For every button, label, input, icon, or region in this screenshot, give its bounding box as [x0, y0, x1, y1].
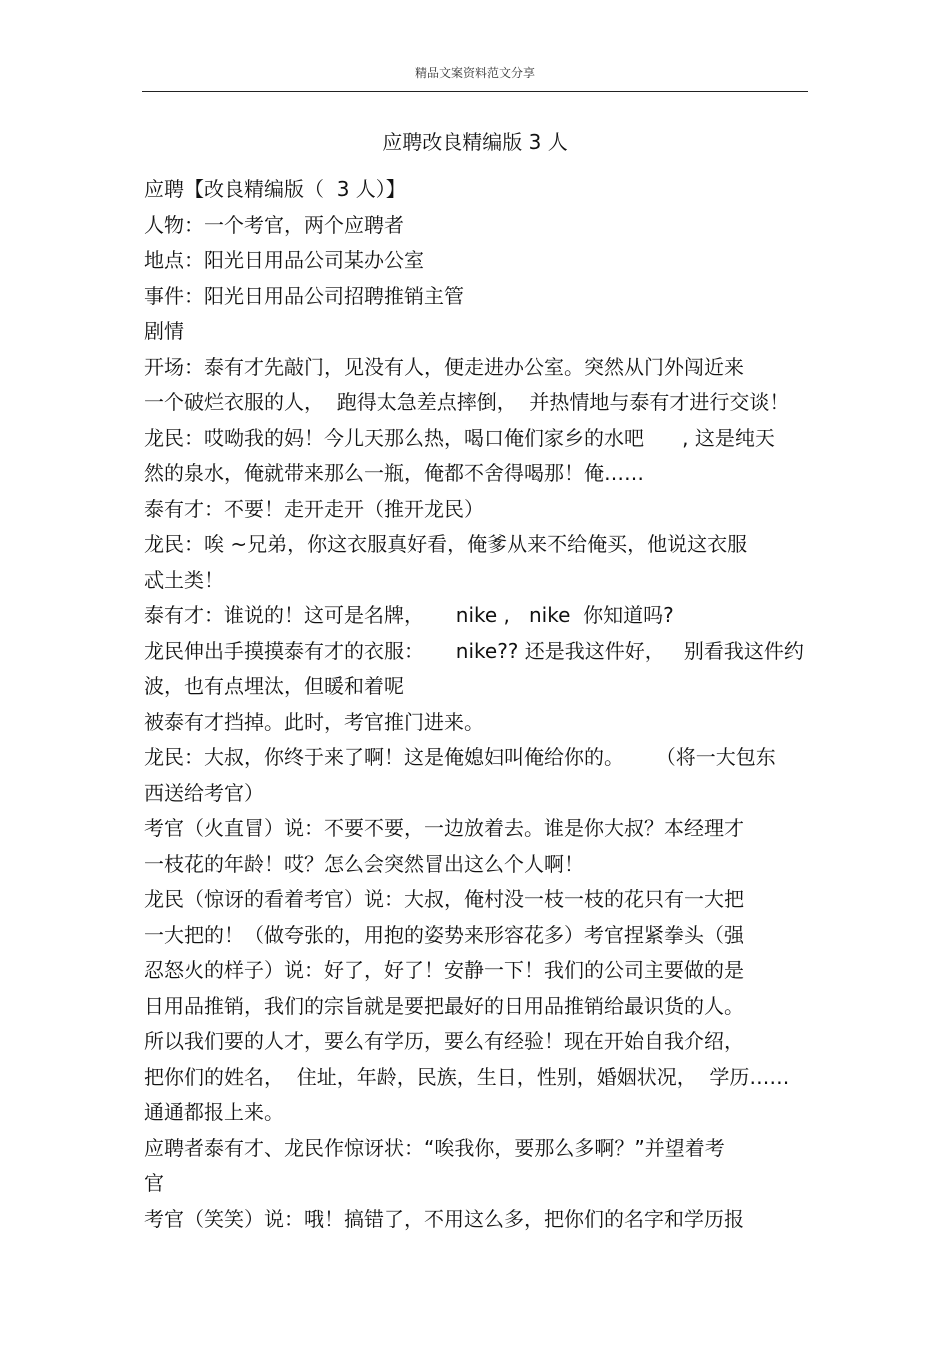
text-line: 龙民：哎呦我的妈！今儿天那么热，喝口俺们家乡的水吧 , 这是纯天 [144, 425, 775, 450]
text-line: 日用品推销，我们的宗旨就是要把最好的日用品推销给最识货的人。 [144, 993, 744, 1018]
text-line: 龙民：唉 ~兄弟，你这衣服真好看，俺爹从来不给俺买，他说这衣服 [144, 532, 748, 556]
text-line: 地点：阳光日用品公司某办公室 [144, 248, 424, 272]
text-line: 通通都报上来。 [144, 1100, 284, 1124]
text-line: 忒土类！ [144, 567, 224, 592]
text-line: 龙民伸出手摸摸泰有才的衣服： nike?? 还是我这件好， 别看我这件约 [144, 638, 804, 663]
text-line: 考官（火直冒）说：不要不要，一边放着去。谁是你大叔？本经理才 [144, 816, 744, 840]
text-line: 一个破烂衣服的人， 跑得太急差点摔倒， 并热情地与泰有才进行交谈！ [144, 390, 790, 414]
text-line: 忍怒火的样子）说：好了，好了！安静一下！我们的公司主要做的是 [144, 958, 744, 982]
text-line: 泰有才：不要！走开走开（推开龙民） [144, 496, 484, 521]
text-line: 泰有才：谁说的！这可是名牌， nike , nike 你知道吗? [144, 603, 674, 627]
text-line: 西送给考官） [144, 780, 264, 805]
text-line: 官 [144, 1171, 164, 1195]
text-line: 应聘者泰有才、龙民作惊讶状：“唉我你，要那么多啊？”并望着考 [144, 1135, 725, 1160]
document-title: 应聘改良精编版 3 人 [382, 130, 568, 154]
text-line: 波，也有点埋汰，但暖和着呢 [144, 674, 404, 698]
text-line: 把你们的姓名， 住址，年龄，民族，生日，性别，婚姻状况， 学历…… [144, 1064, 790, 1089]
text-line: 应聘【改良精编版（ 3 人）】 [144, 177, 406, 201]
document-body [144, 172, 808, 1237]
text-line: 考官（笑笑）说：哦！搞错了，不用这么多，把你们的名字和学历报 [144, 1206, 744, 1231]
text-line: 所以我们要的人才，要么有学历，要么有经验！现在开始自我介绍， [144, 1029, 744, 1053]
header-rule [142, 91, 808, 92]
text-line: 人物：一个考官，两个应聘者 [144, 212, 404, 237]
text-line: 一大把的！（做夸张的，用抱的姿势来形容花多）考官捏紧拳头（强 [144, 922, 744, 947]
text-line: 开场：泰有才先敲门，见没有人，便走进办公室。突然从门外闯近来 [144, 354, 744, 379]
page-header: 精品文案资料范文分享 [414, 66, 535, 80]
text-line: 龙民：大叔，你终于来了啊！这是俺媳妇叫俺给你的。 （将一大包东 [144, 745, 776, 769]
text-line: 一枝花的年龄！哎？怎么会突然冒出这么个人啊！ [144, 851, 584, 876]
text-line: 剧情 [144, 319, 184, 343]
text-line: 被泰有才挡掉。此时，考官推门进来。 [144, 709, 484, 734]
text-line: 事件：阳光日用品公司招聘推销主管 [144, 283, 464, 308]
text-line: 然的泉水，俺就带来那么一瓶，俺都不舍得喝那！俺…… [144, 461, 644, 485]
text-line: 龙民（惊讶的看着考官）说：大叔，俺村没一枝一枝的花只有一大把 [144, 887, 744, 911]
